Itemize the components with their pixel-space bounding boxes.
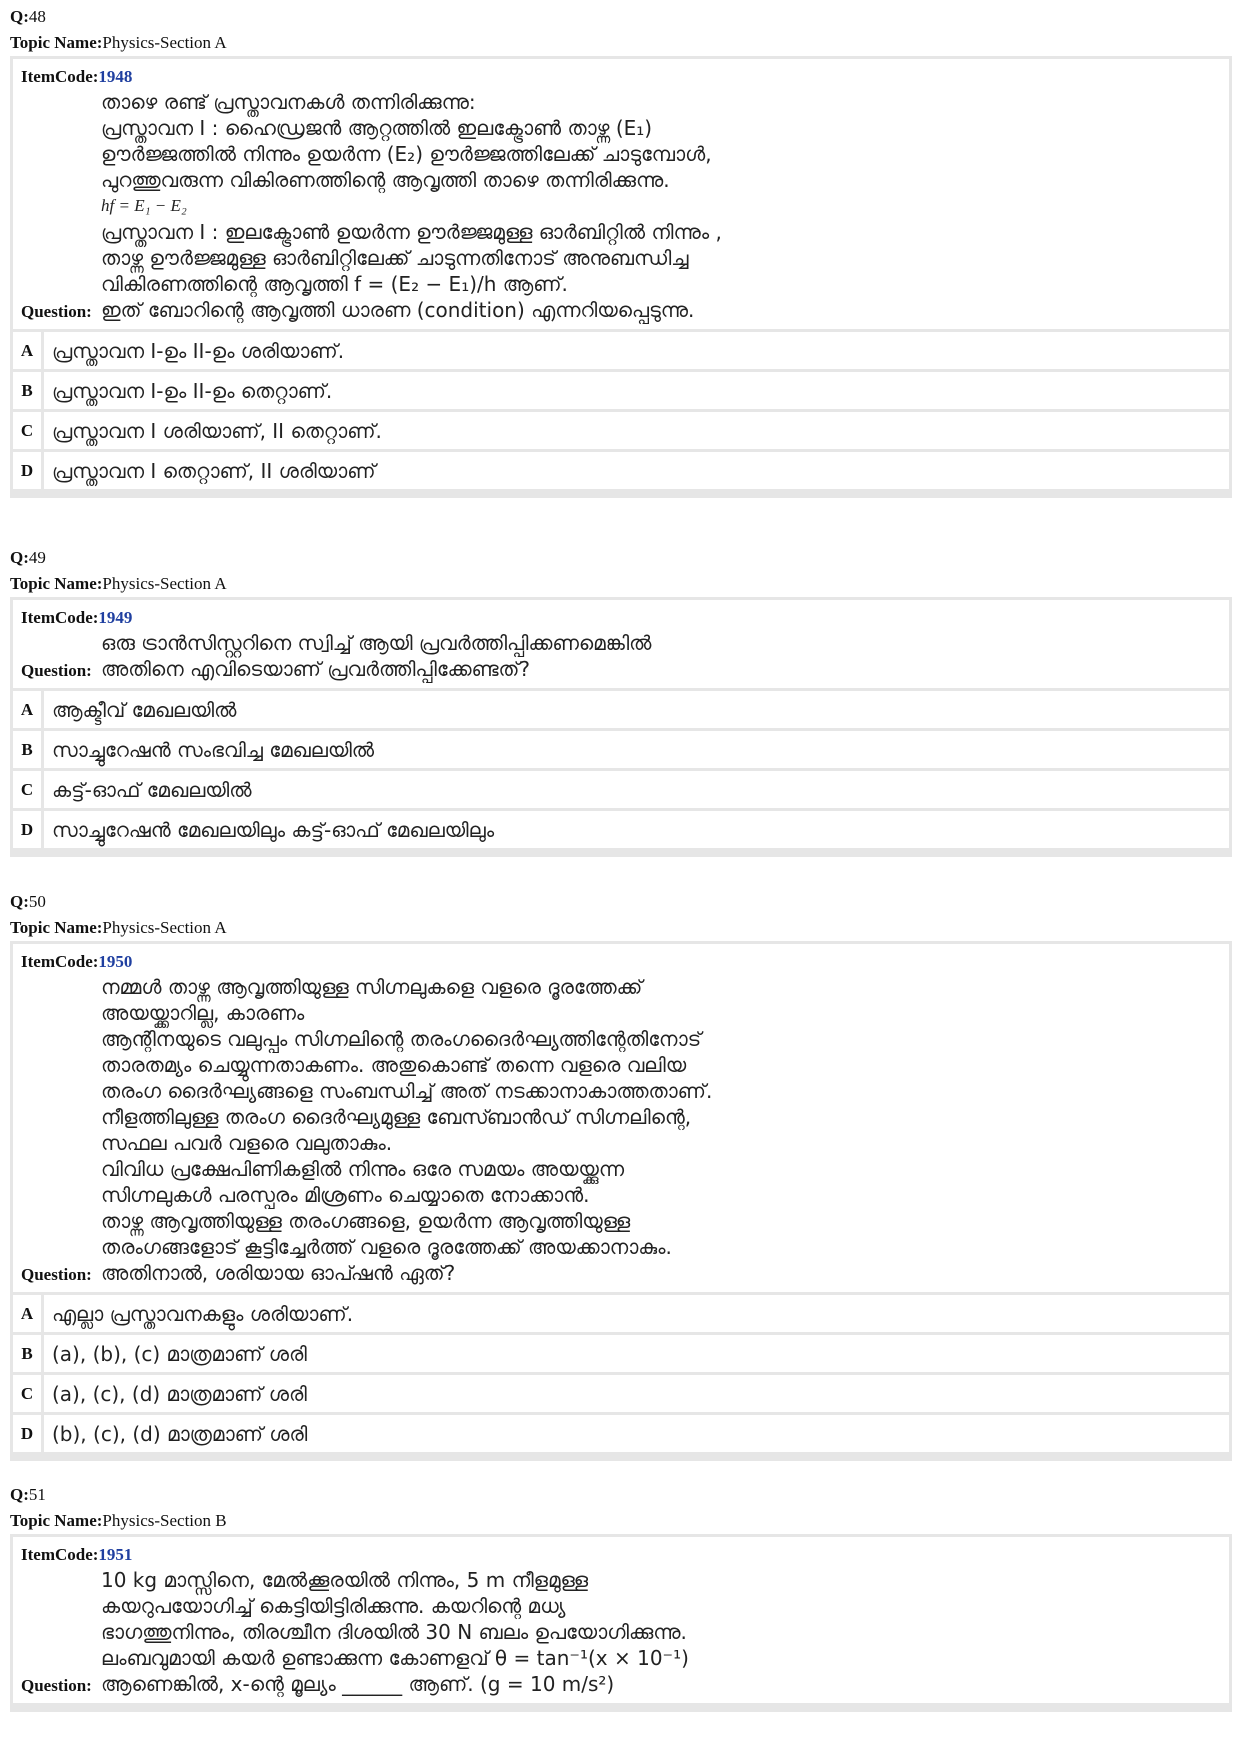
- question-block-50: [10, 889, 1232, 1461]
- question-number: Q:50: [10, 892, 46, 911]
- question-line: Question: അതിനാൽ, ശരിയായ ഓപ്ഷൻ ഏത്?: [21, 1261, 456, 1285]
- option-d[interactable]: D പ്രസ്താവന I തെറ്റാണ്, II ശരിയാണ്: [13, 449, 1229, 489]
- question-line: Question: അതിനെ എവിടെയാണ് പ്രവർത്തിപ്പിക്കേണ്ടത്?: [21, 657, 531, 681]
- equation: hf = E₁ − E₂: [101, 196, 187, 215]
- option-c[interactable]: C പ്രസ്താവന I ശരിയാണ്, II തെറ്റാണ്.: [13, 409, 1229, 449]
- topic-name: Topic Name:Physics-Section A: [10, 918, 227, 937]
- item-code: ItemCode:1950: [21, 952, 133, 971]
- question-block-51: [10, 1482, 1232, 1712]
- topic-name: Topic Name:Physics-Section A: [10, 574, 227, 593]
- question-stem: ഒരു ട്രാൻസിസ്റ്ററിനെ സ്വിച്ച് ആയി പ്രവർത്തിപ്പിക്കണമെങ്കിൽ: [101, 631, 652, 655]
- option-d[interactable]: D (b), (c), (d) മാത്രമാണ് ശരി: [13, 1412, 1229, 1452]
- option-a[interactable]: A ആക്ടീവ് മേഖലയിൽ: [13, 688, 1229, 728]
- question-line: Question: ഇത് ബോറിന്റെ ആവൃത്തി ധാരണ (condition) എന്നറിയപ്പെടുന്നു.: [21, 298, 695, 322]
- item-code: ItemCode:1948: [21, 67, 133, 86]
- option-a[interactable]: A പ്രസ്താവന I-ഉം II-ഉം ശരിയാണ്.: [13, 329, 1229, 369]
- question-line: Question: ആണെങ്കിൽ, x-ന്റെ മൂല്യം ______ ആണ്. (g = 10 m/s²): [21, 1672, 615, 1696]
- question-card: [10, 1534, 1232, 1712]
- question-number: Q:48: [10, 7, 46, 26]
- question-stem: 10 kg മാസ്സിനെ, മേൽക്കൂരയിൽ നിന്നും, 5 m നീളമുള്ള കയറുപയോഗിച്ച് കെട്ടിയിട്ടിരിക്കുന്നു. കയറിന്റെ മധ്യ ഭാഗത്തുനിന്നും, തിരശ്ചീന ദിശയിൽ 30 N ബലം ഉപയോഗിക്കുന്നു. ലംബവുമായി കയർ ഉണ്ടാക്കുന്ന കോണളവ് θ = tan⁻¹(x × 10⁻¹): [101, 1568, 689, 1670]
- item-code: ItemCode:1951: [21, 1545, 133, 1564]
- option-b[interactable]: B (a), (b), (c) മാത്രമാണ് ശരി: [13, 1332, 1229, 1372]
- topic-name: Topic Name:Physics-Section B: [10, 1511, 227, 1530]
- option-b[interactable]: B സാച്ചുറേഷൻ സംഭവിച്ച മേഖലയിൽ: [13, 728, 1229, 768]
- option-a[interactable]: A എല്ലാ പ്രസ്താവനകളും ശരിയാണ്.: [13, 1292, 1229, 1332]
- question-block-48: [10, 4, 1232, 498]
- question-card: [10, 56, 1232, 498]
- option-b[interactable]: B പ്രസ്താവന I-ഉം II-ഉം തെറ്റാണ്.: [13, 369, 1229, 409]
- question-card: [10, 597, 1232, 857]
- option-d[interactable]: D സാച്ചുറേഷൻ മേഖലയിലും കട്ട്-ഓഫ് മേഖലയിലും: [13, 808, 1229, 848]
- question-block-49: [10, 545, 1232, 857]
- question-card: [10, 941, 1232, 1461]
- topic-name: Topic Name:Physics-Section A: [10, 33, 227, 52]
- question-number: Q:49: [10, 548, 46, 567]
- question-stem: താഴെ രണ്ട് പ്രസ്താവനകൾ തന്നിരിക്കുന്നു: പ്രസ്താവന I : ഹൈഡ്രജൻ ആറ്റത്തിൽ ഇലക്ട്രോൺ താഴ്ന്ന (E₁) ഊർജ്ജത്തിൽ നിന്നും ഉയർന്ന (E₂) ഊർജ്ജത്തിലേക്ക് ചാടുമ്പോൾ, പുറത്തുവരുന്ന വികിരണത്തിന്റെ ആവൃത്തി താഴെ തന്നിരിക്കുന്നു. hf = E₁ − E₂ പ്രസ്താവന I : ഇലക്ട്രോൺ ഉയർന്ന ഊർജ്ജമുള്ള ഓർബിറ്റിൽ നിന്നും , താഴ്ന്ന ഊർജ്ജമുള്ള ഓർബിറ്റിലേക്ക് ചാടുന്നതിനോട് അനുബന്ധിച്ച വികിരണത്തിന്റെ ആവൃത്തി f = (E₂ − E₁)/h ആണ്.: [21, 89, 1229, 297]
- item-code: ItemCode:1949: [21, 608, 133, 627]
- option-c[interactable]: C (a), (c), (d) മാത്രമാണ് ശരി: [13, 1372, 1229, 1412]
- option-c[interactable]: C കട്ട്-ഓഫ് മേഖലയിൽ: [13, 768, 1229, 808]
- question-stem: നമ്മൾ താഴ്ന്ന ആവൃത്തിയുള്ള സിഗ്നലുകളെ വളരെ ദൂരത്തേക്ക് അയയ്ക്കാറില്ല, കാരണം ആന്റിനയുടെ വലുപ്പം സിഗ്നലിന്റെ തരംഗദൈർഘ്യത്തിന്റേതിനോട് താരതമ്യം ചെയ്യുന്നതാകണം. അതുകൊണ്ട് തന്നെ വളരെ വലിയ തരംഗ ദൈർഘ്യങ്ങളെ സംബന്ധിച്ച് അത് നടക്കാനാകാത്തതാണ്. നീളത്തിലുള്ള തരംഗ ദൈർഘ്യമുള്ള ബേസ്ബാൻഡ് സിഗ്നലിന്റെ, സഫല പവർ വളരെ വലുതാകും. വിവിധ പ്രക്ഷേപിണികളിൽ നിന്നും ഒരേ സമയം അയയ്ക്കുന്ന സിഗ്നലുകൾ പരസ്പരം മിശ്രണം ചെയ്യാതെ നോക്കാൻ. താഴ്ന്ന ആവൃത്തിയുള്ള തരംഗങ്ങളെ, ഉയർന്ന ആവൃത്തിയുള്ള തരംഗങ്ങളോട് കൂട്ടിച്ചേർത്ത് വളരെ ദൂരത്തേക്ക് അയക്കാനാകും.: [101, 975, 713, 1259]
- question-number: Q:51: [10, 1485, 46, 1504]
